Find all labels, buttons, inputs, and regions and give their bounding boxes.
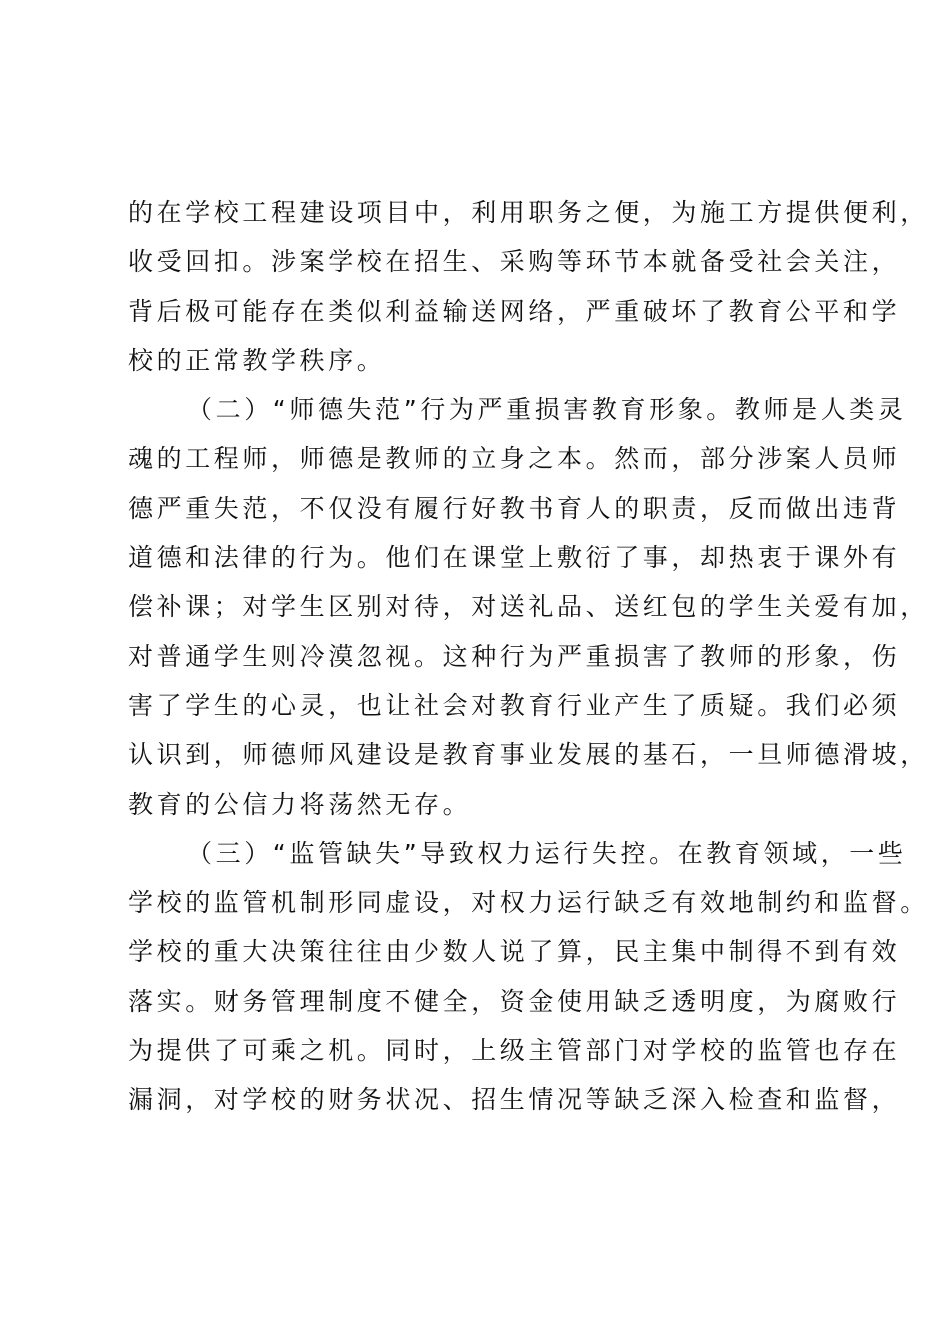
paragraph-supervision: [128, 829, 929, 1125]
text-line: 道德和法律的行为。他们在课堂上敷衍了事，却热衷于课外有: [128, 543, 901, 573]
text-line: 学校的监管机制形同虚设，对权力运行缺乏有效地制约和监督。: [128, 888, 929, 918]
section-heading-line: （二）“师德失范”行为严重损害教育形象。教师是人类灵: [187, 395, 907, 425]
text-line: 偿补课；对学生区别对待，对送礼品、送红包的学生关爱有加，: [128, 592, 929, 622]
text-line: 校的正常教学秩序。: [128, 345, 386, 375]
text-line: 背后极可能存在类似利益输送网络，严重破坏了教育公平和学: [128, 296, 901, 326]
text-line: 对普通学生则冷漠忽视。这种行为严重损害了教师的形象，伤: [128, 641, 901, 671]
section-heading-line: （三）“监管缺失”导致权力运行失控。在教育领域，一些: [187, 838, 907, 868]
text-line: 为提供了可乘之机。同时，上级主管部门对学校的监管也存在: [128, 1036, 901, 1066]
paragraph-teacher-ethics: [128, 385, 929, 829]
text-line: 德严重失范，不仅没有履行好教书育人的职责，反而做出违背: [128, 493, 901, 523]
text-line: 的在学校工程建设项目中，利用职务之便，为施工方提供便利，: [128, 198, 929, 227]
text-line: 收受回扣。涉案学校在招生、采购等环节本就备受社会关注，: [128, 247, 901, 277]
text-line: 教育的公信力将荡然无存。: [128, 789, 472, 819]
text-line: 落实。财务管理制度不健全，资金使用缺乏透明度，为腐败行: [128, 986, 901, 1016]
text-line: 魂的工程师，师德是教师的立身之本。然而，部分涉案人员师: [128, 444, 901, 474]
text-line: 害了学生的心灵，也让社会对教育行业产生了质疑。我们必须: [128, 690, 901, 720]
text-line: 漏洞，对学校的财务状况、招生情况等缺乏深入检查和监督，: [128, 1085, 901, 1115]
paragraph-continuation: [128, 188, 929, 385]
document-body: [128, 188, 929, 1125]
text-line: 认识到，师德师风建设是教育事业发展的基石，一旦师德滑坡，: [128, 740, 929, 770]
text-line: 学校的重大决策往往由少数人说了算，民主集中制得不到有效: [128, 937, 901, 967]
